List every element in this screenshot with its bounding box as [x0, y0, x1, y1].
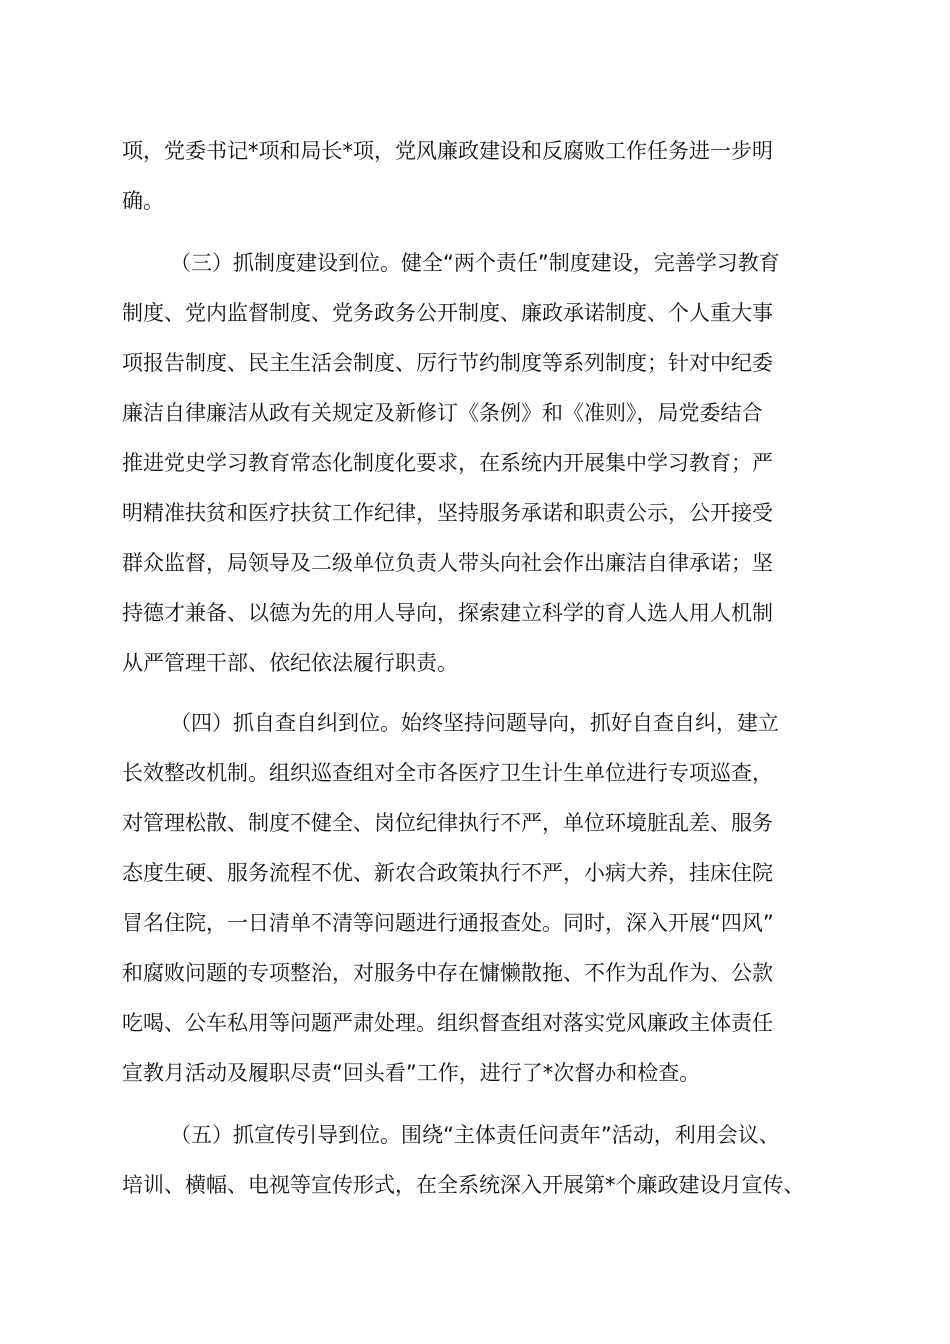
paragraph-line: 推进党史学习教育常态化制度化要求，在系统内开展集中学习教育；严: [122, 451, 773, 475]
paragraph-line: 持德才兼备、以德为先的用人导向，探索建立科学的育人选人用人机制: [122, 601, 773, 625]
paragraph-line: 宣教月活动及履职尽责“回头看”工作，进行了*次督办和检查。: [122, 1061, 701, 1085]
paragraph-line: 态度生硬、服务流程不优、新农合政策执行不严，小病大养，挂床住院: [122, 861, 773, 885]
section-5-heading-line: （五）抓宣传引导到位。围绕“主体责任问责年”活动，利用会议、: [170, 1123, 780, 1147]
paragraph-line: 确。: [122, 189, 164, 213]
paragraph-line: 和腐败问题的专项整治，对服务中存在慵懒散拖、不作为乱作为、公款: [122, 961, 773, 985]
paragraph-line: 长效整改机制。组织巡查组对全市各医疗卫生计生单位进行专项巡查，: [122, 761, 773, 785]
paragraph-line: 冒名住院，一日清单不清等问题进行通报查处。同时，深入开展“四风”: [122, 911, 774, 935]
section-3-heading-line: （三）抓制度建设到位。健全“两个责任”制度建设，完善学习教育: [170, 251, 780, 275]
paragraph-line: 廉洁自律廉洁从政有关规定及新修订《条例》和《准则》，局党委结合: [122, 401, 763, 425]
paragraph-line: 制度、党内监督制度、党务政务公开制度、廉政承诺制度、个人重大事: [122, 301, 773, 325]
paragraph-line: 吃喝、公车私用等问题严肃处理。组织督查组对落实党风廉政主体责任: [122, 1011, 773, 1035]
section-4-heading-line: （四）抓自查自纠到位。始终坚持问题导向，抓好自查自纠，建立: [170, 711, 779, 735]
paragraph-line: 从严管理干部、依纪依法履行职责。: [122, 651, 458, 675]
paragraph-line: 明精准扶贫和医疗扶贫工作纪律，坚持服务承诺和职责公示，公开接受: [122, 501, 773, 525]
paragraph-line: 对管理松散、制度不健全、岗位纪律执行不严，单位环境脏乱差、服务: [122, 811, 773, 835]
paragraph-line: 项报告制度、民主生活会制度、厉行节约制度等系列制度；针对中纪委: [122, 351, 773, 375]
paragraph-line: 项，党委书记*项和局长*项，党风廉政建设和反腐败工作任务进一步明: [122, 139, 773, 163]
paragraph-line: 群众监督，局领导及二级单位负责人带头向社会作出廉洁自律承诺；坚: [122, 551, 773, 575]
paragraph-line: 培训、横幅、电视等宣传形式，在全系统深入开展第*个廉政建设月宣传、: [122, 1173, 805, 1197]
